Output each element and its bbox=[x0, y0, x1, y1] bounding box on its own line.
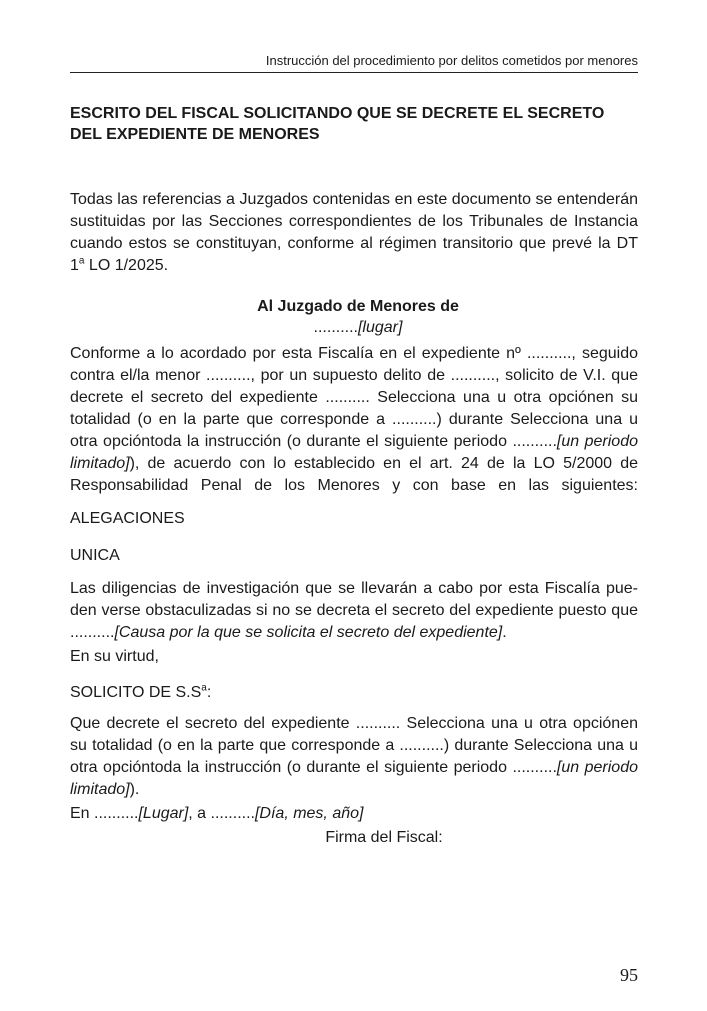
solicito-colon: : bbox=[206, 684, 212, 701]
signature-line: Firma del Fiscal: bbox=[325, 829, 443, 846]
solicito-superscript: a bbox=[201, 682, 207, 694]
intro-tail: LO 1/2025. bbox=[84, 257, 169, 274]
running-header: Instrucción del procedimiento por delitos cometidos por menores bbox=[265, 53, 638, 68]
court-heading: Al Juzgado de Menores de bbox=[257, 298, 459, 315]
request-paragraph-italic: [un periodo limitado] bbox=[70, 759, 638, 798]
intro-paragraph bbox=[70, 189, 638, 277]
date-placeholder: [Día, mes, año] bbox=[254, 805, 364, 822]
header-divider bbox=[70, 72, 638, 73]
court-place-label: [lugar] bbox=[357, 319, 403, 336]
section-alegaciones: ALEGACIONES bbox=[70, 510, 185, 527]
page-number: 95 bbox=[620, 965, 638, 985]
main-paragraph bbox=[70, 343, 638, 497]
place-date-line bbox=[70, 803, 363, 825]
document-title: ESCRITO DEL FISCAL SOLICITANDO QUE SE DECRETE EL SECRETO DEL EXPEDIENTE DE MENORES bbox=[70, 105, 605, 143]
court-place bbox=[70, 317, 642, 339]
unica-paragraph-italic: [Causa por la que se solicita el secreto del expediente] bbox=[114, 624, 503, 641]
intro-superscript: a bbox=[78, 255, 85, 267]
main-paragraph-part2: ), de acuerdo con lo establecido en el art. 24 de la LO 5/2000 de Responsabilidad Penal de los Menores y con base en las siguientes: bbox=[70, 455, 638, 494]
main-paragraph-part1: Conforme a lo acordado por esta Fiscalía en el expediente nº .........., seguido contra el/la menor .........., por un supuesto delito de .........., solicito de V.I. que decrete el secreto del expediente .......... Selecciona una u otra opciónen su totalidad (o en la parte que corresponde a ..........) durante Selecciona una u otra opcióntoda la instrucción (o durante el siguiente periodo .......... bbox=[70, 345, 638, 450]
en-su-virtud: En su virtud, bbox=[70, 648, 159, 665]
request-paragraph-part1: Que decrete el secreto del expediente .......... Selecciona una u otra opciónen su totalidad (o en la parte que corresponde a ..........) durante Selecciona una u otra opcióntoda la instrucción (o durante el siguiente periodo .......... bbox=[70, 715, 638, 776]
unica-paragraph-part1: Las diligencias de investigación que se llevarán a cabo por esta Fiscalía pue-den verse obstaculizadas si no se decreta el secreto del expediente puesto que .......... bbox=[70, 580, 638, 641]
place-date-middle: , a .......... bbox=[188, 805, 255, 822]
solicito-text: SOLICITO DE S.S bbox=[70, 684, 202, 701]
request-paragraph bbox=[70, 713, 638, 801]
solicito-heading bbox=[70, 682, 211, 704]
main-paragraph-italic: [un periodo limitado] bbox=[70, 433, 638, 472]
document-page bbox=[70, 0, 638, 1011]
section-unica: UNICA bbox=[70, 547, 120, 564]
request-paragraph-part2: ). bbox=[129, 781, 140, 798]
place-placeholder: [Lugar] bbox=[138, 805, 189, 822]
intro-text: Todas las referencias a Juzgados contenidas en este documento se entenderán sustituidas por las Secciones correspondientes de los Tribunales de Instancia cuando estos se constituyan, conforme al régimen transitorio que prevé la DT 1 bbox=[70, 191, 638, 274]
unica-paragraph bbox=[70, 578, 638, 644]
unica-paragraph-part2: . bbox=[502, 624, 507, 641]
place-date-prefix: En .......... bbox=[70, 805, 139, 822]
court-place-dots: .......... bbox=[313, 319, 358, 336]
